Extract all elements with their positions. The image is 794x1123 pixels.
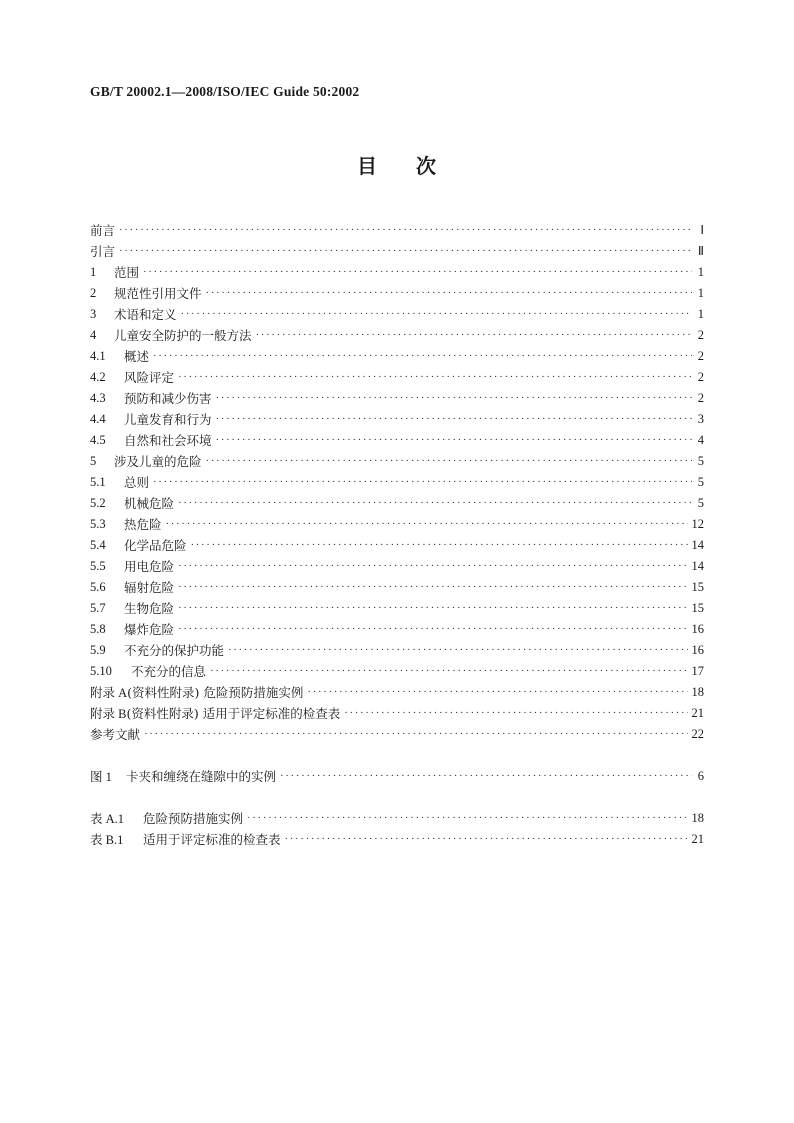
- toc-label: 生物危险: [124, 601, 175, 616]
- toc-number: 图 1: [90, 770, 112, 784]
- toc-page: 6: [697, 768, 704, 783]
- toc-entry[interactable]: [90, 367, 704, 387]
- toc-entry[interactable]: [90, 640, 704, 660]
- toc-page: 1: [697, 264, 704, 279]
- toc-page: 1: [697, 306, 704, 321]
- dot-leader: [178, 497, 692, 509]
- toc-label: 辐射危险: [124, 580, 175, 595]
- toc-entry[interactable]: [90, 430, 704, 450]
- dot-leader: [344, 707, 687, 719]
- dot-leader: [210, 665, 687, 677]
- toc-label: 前言: [90, 223, 116, 238]
- dot-leader: [178, 623, 687, 635]
- toc-number: 5.2: [90, 495, 106, 510]
- toc-number: 5.8: [90, 621, 106, 636]
- dot-leader: [119, 224, 692, 236]
- toc-page: 5: [697, 495, 704, 510]
- toc-label: 热危险: [124, 517, 162, 532]
- dot-leader: [216, 392, 692, 404]
- toc-entry[interactable]: [90, 514, 704, 534]
- toc-label: 预防和减少伤害: [124, 391, 212, 406]
- dot-leader: [181, 308, 692, 320]
- toc-entry[interactable]: [90, 388, 704, 408]
- toc-page: 16: [691, 621, 704, 636]
- toc-page: 21: [691, 705, 704, 720]
- toc-entry[interactable]: [90, 493, 704, 513]
- dot-leader: [119, 245, 692, 257]
- toc-page: 15: [691, 600, 704, 615]
- toc-number: 5.10: [90, 663, 112, 678]
- toc-page: 2: [697, 369, 704, 384]
- document-header: GB/T 20002.1—2008/ISO/IEC Guide 50:2002: [90, 84, 360, 99]
- toc-number: 5.7: [90, 600, 106, 615]
- toc-page: 2: [697, 390, 704, 405]
- toc-label: 儿童安全防护的一般方法: [114, 328, 252, 343]
- dot-leader: [153, 350, 692, 362]
- toc-page: 14: [691, 558, 704, 573]
- toc-label: (资料性附录) 适用于评定标准的检查表: [126, 706, 341, 721]
- toc-entry[interactable]: [90, 325, 704, 345]
- toc-page: 5: [697, 453, 704, 468]
- toc-entry-foreword[interactable]: [90, 220, 704, 240]
- toc-table-entry[interactable]: [90, 808, 704, 828]
- page-title: 目 次: [357, 154, 437, 178]
- toc-page: 2: [697, 348, 704, 363]
- toc-number: 5: [90, 453, 97, 468]
- toc-label: 儿童发育和行为: [124, 412, 212, 427]
- dot-leader: [191, 539, 688, 551]
- dot-leader: [216, 413, 692, 425]
- dot-leader: [178, 581, 687, 593]
- toc-page: 22: [691, 726, 704, 741]
- toc-entry-annex-b[interactable]: [90, 703, 704, 723]
- toc-number: 附录 A: [90, 686, 128, 700]
- toc-number: 4.1: [90, 348, 106, 363]
- dot-leader: [153, 476, 692, 488]
- toc-entry[interactable]: [90, 262, 704, 282]
- toc-entry[interactable]: [90, 472, 704, 492]
- toc-label: 风险评定: [124, 370, 175, 385]
- toc-entry[interactable]: [90, 577, 704, 597]
- toc-number: 4.4: [90, 411, 106, 426]
- toc-number: 5.6: [90, 579, 106, 594]
- toc-entry[interactable]: [90, 304, 704, 324]
- toc-page: 21: [691, 831, 704, 846]
- dot-leader: [178, 602, 687, 614]
- dot-leader: [166, 518, 688, 530]
- toc-number: 3: [90, 306, 97, 321]
- toc-number: 2: [90, 285, 97, 300]
- dot-leader: [144, 728, 687, 740]
- toc-page: 5: [697, 474, 704, 489]
- toc-label: 爆炸危险: [124, 622, 175, 637]
- toc-page: 2: [697, 327, 704, 342]
- toc-entry[interactable]: [90, 598, 704, 618]
- toc-page: 17: [691, 663, 704, 678]
- dot-leader: [247, 812, 687, 824]
- dot-leader: [280, 770, 692, 782]
- toc-label: 机械危险: [124, 496, 175, 511]
- toc-label: 化学品危险: [124, 538, 187, 553]
- toc-entry[interactable]: [90, 619, 704, 639]
- toc-label: 不充分的信息: [131, 664, 207, 679]
- toc-entry[interactable]: [90, 556, 704, 576]
- toc-label: 卡夹和缠绕在缝隙中的实例: [126, 769, 277, 784]
- toc-number: 附录 B: [90, 707, 127, 721]
- toc-number: 1: [90, 264, 97, 279]
- toc-label: 自然和社会环境: [124, 433, 212, 448]
- dot-leader: [216, 434, 692, 446]
- toc-number: 5.1: [90, 474, 106, 489]
- toc-number: 5.3: [90, 516, 106, 531]
- toc-label: 术语和定义: [114, 307, 177, 322]
- toc-label: 范围: [114, 265, 140, 280]
- toc-number: 4.3: [90, 390, 106, 405]
- toc-label: 涉及儿童的危险: [114, 454, 202, 469]
- toc-label: 适用于评定标准的检查表: [143, 832, 281, 847]
- dot-leader: [178, 560, 687, 572]
- toc-page: 18: [691, 684, 704, 699]
- toc-entry[interactable]: [90, 283, 704, 303]
- toc-entry[interactable]: [90, 346, 704, 366]
- toc-page: 3: [697, 411, 704, 426]
- toc-label: 危险预防措施实例: [143, 811, 244, 826]
- dot-leader: [143, 266, 692, 278]
- toc-label: 概述: [124, 349, 150, 364]
- toc-label: 参考文献: [90, 727, 141, 742]
- dot-leader: [206, 287, 692, 299]
- dot-leader: [206, 455, 692, 467]
- toc-entry-bibliography[interactable]: [90, 724, 704, 744]
- toc-label: 总则: [124, 475, 150, 490]
- toc-page: 1: [697, 285, 704, 300]
- toc-label: 不充分的保护功能: [124, 643, 225, 658]
- toc-page: 4: [697, 432, 704, 447]
- dot-leader: [228, 644, 687, 656]
- toc-number: 表 A.1: [90, 812, 125, 826]
- toc-number: 4.5: [90, 432, 106, 447]
- toc-page: 14: [691, 537, 704, 552]
- toc-entry[interactable]: [90, 409, 704, 429]
- toc-number: 5.4: [90, 537, 106, 552]
- toc-label: (资料性附录) 危险预防措施实例: [127, 685, 304, 700]
- dot-leader: [178, 371, 692, 383]
- toc-table-entry[interactable]: [90, 829, 704, 849]
- toc-page: 12: [691, 516, 704, 531]
- toc-label: 用电危险: [124, 559, 175, 574]
- toc-entry[interactable]: [90, 661, 704, 681]
- toc-number: 4: [90, 327, 97, 342]
- dot-leader: [285, 833, 688, 845]
- toc-label: 引言: [90, 244, 116, 259]
- toc-number: 5.9: [90, 642, 106, 657]
- toc-entry[interactable]: [90, 535, 704, 555]
- toc-page: Ⅰ: [700, 223, 704, 237]
- toc-number: 4.2: [90, 369, 106, 384]
- toc-entry-annex-a[interactable]: [90, 682, 704, 702]
- toc-number: 表 B.1: [90, 833, 124, 847]
- dot-leader: [256, 329, 692, 341]
- toc-page: Ⅱ: [697, 244, 704, 258]
- toc-entry[interactable]: [90, 451, 704, 471]
- toc-figure-entry[interactable]: [90, 766, 704, 786]
- toc-entry-introduction[interactable]: [90, 241, 704, 261]
- toc-number: 5.5: [90, 558, 106, 573]
- toc-page: 15: [691, 579, 704, 594]
- dot-leader: [307, 686, 687, 698]
- toc-page: 18: [691, 810, 704, 825]
- toc-label: 规范性引用文件: [114, 286, 202, 301]
- toc-page: 16: [691, 642, 704, 657]
